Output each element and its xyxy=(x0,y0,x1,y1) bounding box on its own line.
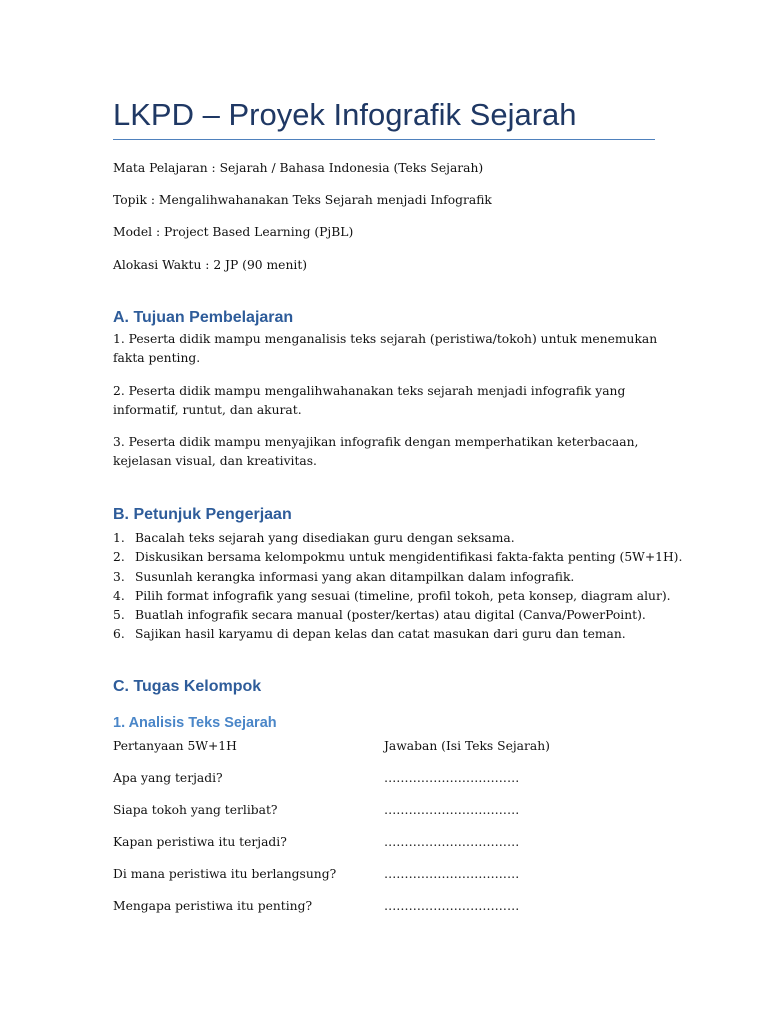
instruction-text: Pilih format infografik yang sesuai (timeline, profil tokoh, peta konsep, diagram alur). xyxy=(135,588,671,603)
table-row xyxy=(113,769,658,787)
question-cell: Kapan peristiwa itu terjadi? xyxy=(113,835,287,849)
subsection-heading: 1. Analisis Teks Sejarah xyxy=(113,715,277,731)
instruction-number: 5. xyxy=(113,608,125,623)
table-row xyxy=(113,833,658,851)
instruction-text: Sajikan hasil karyamu di depan kelas dan catat masukan dari guru dan teman. xyxy=(135,627,626,642)
instruction-number: 4. xyxy=(113,588,125,603)
table-header-row xyxy=(113,737,658,755)
title-underline xyxy=(113,139,655,140)
question-cell: Siapa tokoh yang terlibat? xyxy=(113,803,278,817)
meta-subject: Mata Pelajaran : Sejarah / Bahasa Indonesia (Teks Sejarah) xyxy=(113,161,484,175)
section-b-heading: B. Petunjuk Pengerjaan xyxy=(113,506,292,523)
section-a-heading: A. Tujuan Pembelajaran xyxy=(113,309,294,326)
document-title: LKPD – Proyek Infografik Sejarah xyxy=(113,97,577,132)
question-cell: Mengapa peristiwa itu penting? xyxy=(113,899,313,913)
answer-blank: …………………………… xyxy=(384,771,520,785)
answer-blank: …………………………… xyxy=(384,835,520,849)
instruction-number: 6. xyxy=(113,627,125,642)
instruction-text: Bacalah teks sejarah yang disediakan guru dengan seksama. xyxy=(135,531,515,545)
instruction-text: Susunlah kerangka informasi yang akan ditampilkan dalam infografik. xyxy=(135,569,575,584)
column-header-answer: Jawaban (Isi Teks Sejarah) xyxy=(384,739,550,753)
table-row xyxy=(113,801,658,819)
section-c-heading: C. Tugas Kelompok xyxy=(113,678,262,695)
table-row xyxy=(113,865,658,883)
question-cell: Apa yang terjadi? xyxy=(113,771,223,785)
meta-time-allocation: Alokasi Waktu : 2 JP (90 menit) xyxy=(113,258,308,272)
instruction-text: Buatlah infografik secara manual (poster/kertas) atau digital (Canva/PowerPoint). xyxy=(135,608,646,623)
answer-blank: …………………………… xyxy=(384,803,520,817)
instruction-text: Diskusikan bersama kelompokmu untuk mengidentifikasi fakta-fakta penting (5W+1H). xyxy=(135,550,683,565)
meta-model: Model : Project Based Learning (PjBL) xyxy=(113,225,354,239)
objective-item: 1. Peserta didik mampu menganalisis teks sejarah (peristiwa/tokoh) untuk menemukan fakta penting. xyxy=(113,332,658,365)
column-header-question: Pertanyaan 5W+1H xyxy=(113,739,237,753)
instruction-number: 2. xyxy=(113,550,125,565)
table-row xyxy=(113,897,658,915)
answer-blank: …………………………… xyxy=(384,899,520,913)
answer-blank: …………………………… xyxy=(384,867,520,881)
instruction-number: 3. xyxy=(113,569,125,584)
instruction-number: 1. xyxy=(113,531,125,545)
objective-item: 2. Peserta didik mampu mengalihwahanakan teks sejarah menjadi infografik yang informatif, runtut, dan akurat. xyxy=(113,384,626,417)
question-cell: Di mana peristiwa itu berlangsung? xyxy=(113,867,337,881)
objective-item: 3. Peserta didik mampu menyajikan infografik dengan memperhatikan keterbacaan, kejelasan visual, dan kreativitas. xyxy=(113,435,639,468)
meta-topic: Topik : Mengalihwahanakan Teks Sejarah menjadi Infografik xyxy=(113,193,492,207)
